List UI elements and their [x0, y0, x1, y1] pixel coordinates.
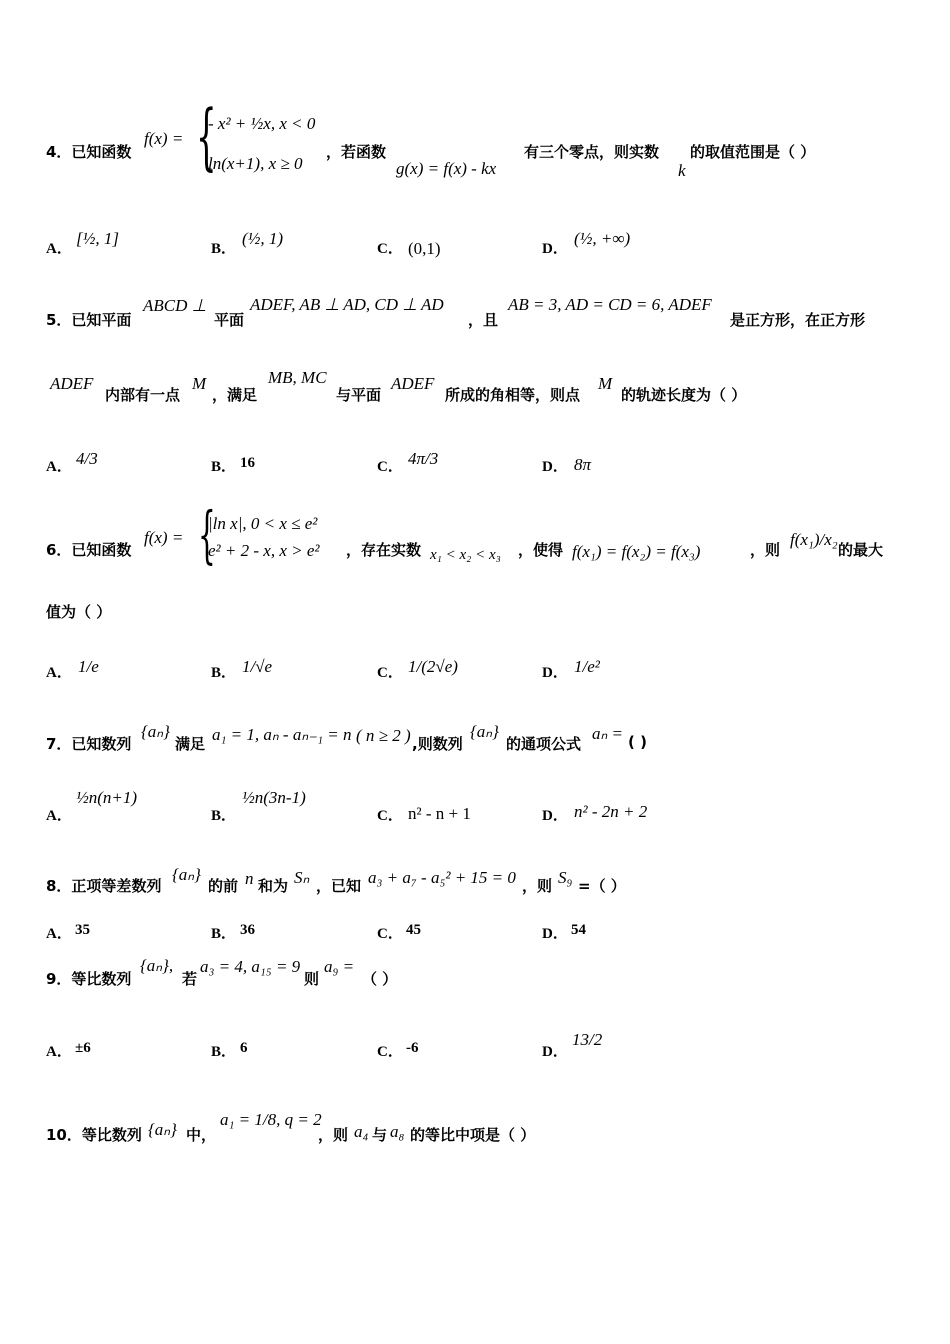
q7-option-a[interactable]: ½n(n+1): [76, 788, 138, 807]
q9-option-c-label: C．: [377, 1044, 403, 1060]
q4-stem-prefix: 4．已知函数: [46, 143, 132, 161]
q8-sn: Sₙ: [294, 868, 310, 887]
q8-option-d[interactable]: 54: [571, 922, 586, 938]
q4-option-c[interactable]: (0,1): [408, 239, 441, 258]
q8-mid4: ，则: [522, 877, 553, 895]
q6-cond: x₁ < x₂ < x₃: [430, 547, 501, 563]
q6-option-c-label: C．: [377, 665, 403, 681]
q5-line2-e: 的轨迹长度为（ ）: [621, 386, 747, 404]
q5-line1-d: 是正方形，在正方形: [730, 311, 866, 329]
q7-cond2: ( n ≥ 2 ): [356, 726, 411, 745]
q7-mid1: 满足: [175, 735, 206, 753]
q6-ratio: f(x₁)/x₂: [790, 530, 838, 549]
q7-option-d[interactable]: n² - 2n + 2: [574, 802, 648, 821]
q7-stem-prefix: 7．已知数列: [46, 735, 132, 753]
q8-n: n: [245, 869, 254, 888]
q6-mid3: ，则: [750, 541, 781, 559]
q5-option-b[interactable]: 16: [240, 455, 255, 471]
q8-option-c[interactable]: 45: [406, 922, 421, 938]
q4-f-def: f(x) =: [144, 129, 184, 148]
q4-option-a[interactable]: [½, 1]: [76, 229, 119, 248]
q7-cond: a₁ = 1, aₙ - aₙ₋₁ = n: [212, 725, 352, 744]
q9-mid1: 若: [182, 970, 198, 988]
q5-m8: M: [598, 374, 613, 393]
q8-tail: =（ ）: [578, 877, 626, 895]
q9-seq: {aₙ},: [140, 956, 174, 975]
q7-option-c[interactable]: n² - n + 1: [408, 804, 471, 823]
q5-line2-d: 所成的角相等，则点: [445, 386, 581, 404]
q6-mid1: ，存在实数: [346, 541, 422, 559]
q9-option-b[interactable]: 6: [240, 1040, 248, 1056]
q4-tail2: 的取值范围是（ ）: [690, 143, 816, 161]
q4-case2: ln(x+1), x ≥ 0: [208, 154, 303, 173]
q5-m5: M: [192, 374, 207, 393]
q6-tail: 的最大: [838, 541, 884, 559]
q8-option-b-label: B．: [211, 926, 237, 942]
q6-option-a[interactable]: 1/e: [78, 657, 99, 676]
q5-line2-a: 内部有一点: [105, 386, 181, 404]
q8-option-d-label: D．: [542, 926, 568, 942]
q5-option-b-label: B．: [211, 459, 237, 475]
q5-m1: ABCD ⊥: [143, 296, 207, 315]
q5-line2-b: ，满足: [212, 386, 258, 404]
q4-brace: {: [196, 94, 217, 178]
q5-m2: ADEF, AB ⊥ AD, CD ⊥ AD: [250, 295, 444, 314]
q7-an: aₙ =: [592, 724, 623, 743]
q6-brace: {: [198, 498, 216, 571]
q8-option-b[interactable]: 36: [240, 922, 255, 938]
q5-option-c[interactable]: 4π/3: [408, 449, 439, 468]
q5-option-a-label: A．: [46, 459, 72, 475]
q4-option-d[interactable]: (½, +∞): [574, 229, 631, 248]
q5-option-a[interactable]: 4/3: [76, 449, 98, 468]
q5-line1-c: ，且: [468, 311, 499, 329]
q6-line2: 值为（ ）: [46, 603, 112, 621]
q4-case1: - x² + ½x, x < 0: [208, 114, 316, 133]
q4-g-def: g(x) = f(x) - kx: [396, 159, 497, 178]
q7-mid2: ,则数列: [412, 735, 463, 753]
q10-tail: 的等比中项是（ ）: [410, 1126, 536, 1144]
q6-mid2: ，使得: [518, 541, 564, 559]
q5-line2-c: 与平面: [336, 386, 382, 404]
q9-a9: a₉ =: [324, 957, 355, 976]
q5-line1-b: 平面: [214, 311, 245, 329]
q9-mid2: 则: [304, 970, 320, 988]
q8-s9: S₉: [558, 868, 573, 887]
q7-option-b-label: B．: [211, 808, 237, 824]
q4-option-a-label: A．: [46, 241, 72, 257]
q9-option-d-label: D．: [542, 1044, 568, 1060]
q5-line1-a: 5．已知平面: [46, 311, 132, 329]
q8-eq: a₃ + a₇ - a₅² + 15 = 0: [368, 868, 516, 887]
q6-option-c[interactable]: 1/(2√e): [408, 657, 458, 676]
q6-eq: f(x₁) = f(x₂) = f(x₃): [572, 542, 701, 561]
q9-stem-prefix: 9．等比数列: [46, 970, 132, 988]
q9-option-b-label: B．: [211, 1044, 237, 1060]
q5-option-d[interactable]: 8π: [574, 455, 592, 474]
q10-seq: {aₙ}: [148, 1120, 177, 1139]
q7-option-b[interactable]: ½n(3n-1): [242, 788, 306, 807]
q8-mid1: 的前: [208, 877, 239, 895]
q4-option-b-label: B．: [211, 241, 237, 257]
q9-option-d[interactable]: 13/2: [572, 1030, 603, 1049]
q4-option-b[interactable]: (½, 1): [242, 229, 284, 248]
q5-m6: MB, MC: [268, 368, 327, 387]
q5-option-c-label: C．: [377, 459, 403, 475]
q4-tail1: 有三个零点，则实数: [524, 143, 660, 161]
q8-option-c-label: C．: [377, 926, 403, 942]
q8-stem-prefix: 8．正项等差数列: [46, 877, 162, 895]
q6-option-d[interactable]: 1/e²: [574, 657, 600, 676]
q6-case2: e² + 2 - x, x > e²: [208, 541, 320, 560]
q9-option-c[interactable]: -6: [406, 1040, 419, 1056]
q8-seq: {aₙ}: [172, 865, 201, 884]
q6-f-def: f(x) =: [144, 528, 184, 547]
q4-option-c-label: C．: [377, 241, 403, 257]
q8-option-a-label: A．: [46, 926, 72, 942]
q5-option-d-label: D．: [542, 459, 568, 475]
q4-mid: ，若函数: [326, 143, 387, 161]
q9-option-a-label: A．: [46, 1044, 72, 1060]
q7-option-a-label: A．: [46, 808, 72, 824]
q7-tail: ( ): [628, 733, 647, 751]
q7-mid3: 的通项公式: [506, 735, 582, 753]
q7-seq: {aₙ}: [141, 722, 170, 741]
q6-option-d-label: D．: [542, 665, 568, 681]
q8-mid2: 和为: [258, 877, 289, 895]
q9-tail: （ ）: [362, 970, 398, 988]
q9-option-a[interactable]: ±6: [75, 1040, 91, 1056]
q4-var-k: k: [678, 161, 686, 180]
q10-a4: a₄: [354, 1122, 369, 1141]
q5-m7: ADEF: [391, 374, 435, 393]
q10-mid1: 中，: [186, 1126, 217, 1144]
q8-option-a[interactable]: 35: [75, 922, 90, 938]
q10-a8: a₈: [390, 1122, 405, 1141]
q10-stem-prefix: 10．等比数列: [46, 1126, 142, 1144]
q6-option-a-label: A．: [46, 665, 72, 681]
q6-option-b[interactable]: 1/√e: [242, 657, 273, 676]
q8-mid3: ，已知: [316, 877, 362, 895]
q7-seq2: {aₙ}: [470, 722, 499, 741]
q7-option-d-label: D．: [542, 808, 568, 824]
q10-mid3: 与: [372, 1126, 388, 1144]
q5-m3: AB = 3, AD = CD = 6, ADEF: [508, 295, 712, 314]
q7-option-c-label: C．: [377, 808, 403, 824]
q6-case1: |ln x|, 0 < x ≤ e²: [208, 514, 318, 533]
q5-m4: ADEF: [50, 374, 94, 393]
q6-stem-prefix: 6．已知函数: [46, 541, 132, 559]
q9-cond: a₃ = 4, a₁₅ = 9: [200, 957, 301, 976]
q10-cond: a₁ = 1/8, q = 2: [220, 1110, 322, 1129]
q4-option-d-label: D．: [542, 241, 568, 257]
q10-mid2: ，则: [318, 1126, 349, 1144]
q6-option-b-label: B．: [211, 665, 237, 681]
